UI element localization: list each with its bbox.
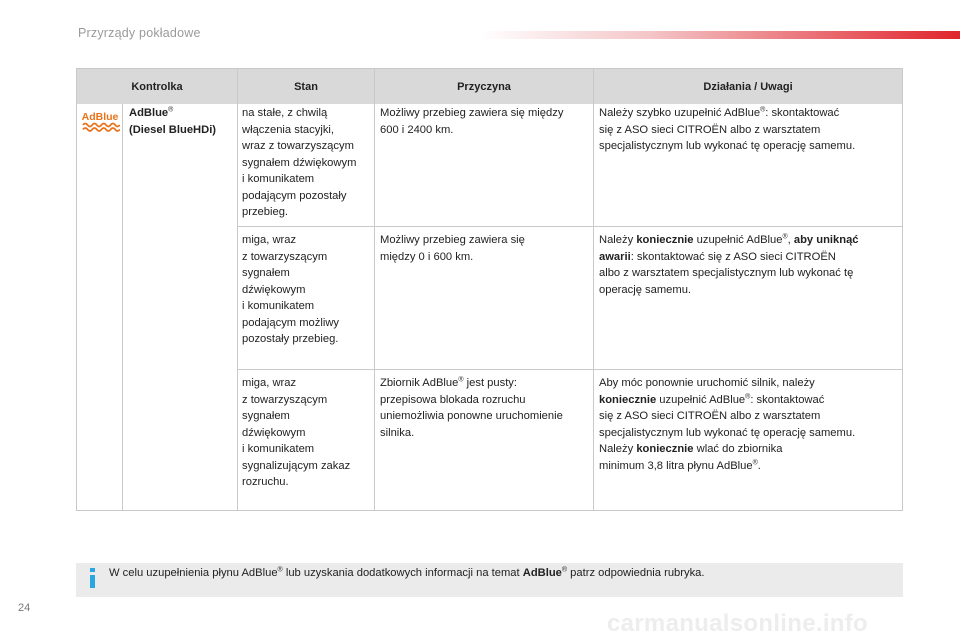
grid-line bbox=[374, 69, 375, 510]
adblue-icon bbox=[80, 110, 120, 132]
header-accent-bar bbox=[480, 31, 960, 39]
col-header-dzialania: Działania / Uwagi bbox=[594, 69, 902, 104]
row3-stan: miga, wraz z towarzyszącym sygnałem dźwiękowym i komunikatem sygnalizującym zakaz rozruchu. bbox=[242, 377, 351, 488]
row3-przyczyna: Zbiornik AdBlue® jest pusty: przepisowa blokada rozruchu uniemożliwia ponowne uruchomienie silnika. bbox=[380, 376, 563, 439]
row1-przyczyna: Możliwy przebieg zawiera się między 600 i 2400 km. bbox=[380, 107, 564, 136]
row1-stan: na stałe, z chwilą włączenia stacyjki, wraz z towarzyszącym sygnałem dźwiękowym i komunikatem podającym pozostały przebieg. bbox=[242, 107, 357, 218]
grid-line bbox=[237, 226, 902, 227]
warning-lights-table bbox=[76, 68, 903, 511]
col-header-stan: Stan bbox=[238, 69, 374, 104]
col-header-przyczyna: Przyczyna bbox=[375, 69, 593, 104]
grid-line bbox=[593, 69, 594, 510]
grid-line bbox=[237, 369, 902, 370]
info-text: W celu uzupełnienia płynu AdBlue® lub uzyskania dodatkowych informacji na temat AdBlue® patrz odpowiednia rubryka. bbox=[109, 566, 705, 579]
svg-text:AdBlue: AdBlue bbox=[81, 111, 119, 123]
indicator-name: AdBlue® (Diesel BlueHDi) bbox=[129, 106, 217, 136]
grid-line bbox=[237, 69, 238, 510]
grid-line bbox=[122, 104, 123, 511]
watermark: carmanualsonline.info bbox=[607, 610, 869, 637]
page-number: 24 bbox=[18, 602, 31, 614]
info-icon bbox=[88, 567, 98, 589]
col-header-kontrolka: Kontrolka bbox=[77, 69, 237, 104]
row2-stan: miga, wraz z towarzyszącym sygnałem dźwiękowym i komunikatem podającym możliwy pozostały przebieg. bbox=[242, 234, 339, 345]
row3-dzialania: Aby móc ponownie uruchomić silnik, należy koniecznie uzupełnić AdBlue®: skontaktować się z ASO sieci CITROËN albo z warsztatem specjalistycznym lub wykonać tę operację samemu. Należy koniecznie wlać do zbiornika minimum 3,8 litra płynu AdBlue®. bbox=[599, 377, 856, 472]
row2-dzialania: Należy koniecznie uzupełnić AdBlue®, aby uniknąć awarii: skontaktować się z ASO sieci CITROËN albo z warsztatem specjalistycznym lub wykonać tę operację samemu. bbox=[599, 233, 859, 296]
section-title: Przyrządy pokładowe bbox=[78, 26, 201, 40]
row1-dzialania: Należy szybko uzupełnić AdBlue®: skontaktować się z ASO sieci CITROËN albo z warsztatem specjalistycznym lub wykonać tę operację samemu. bbox=[599, 106, 856, 152]
row2-przyczyna: Możliwy przebieg zawiera się między 0 i 600 km. bbox=[380, 234, 525, 263]
